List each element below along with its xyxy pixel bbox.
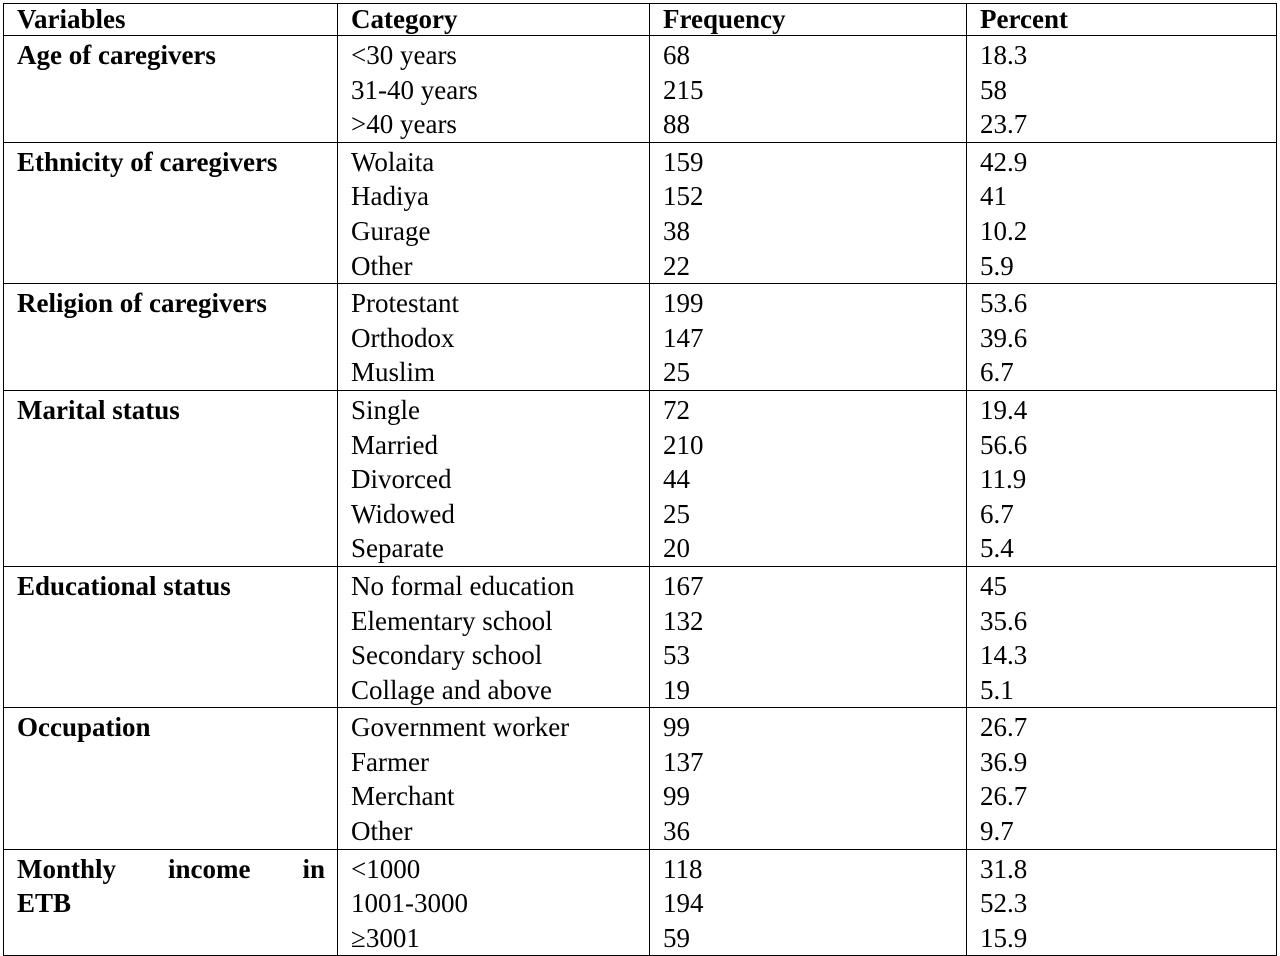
variable-word: in [302, 853, 325, 884]
percent-value: 58 [980, 74, 1007, 105]
frequency-value: 72 [663, 394, 690, 425]
header-variables: Variables [4, 4, 338, 36]
category-value: ≥3001 [351, 922, 420, 953]
frequency-value: 99 [663, 712, 690, 743]
percent-value: 5.9 [980, 250, 1014, 281]
frequency-cell [650, 390, 967, 566]
percent-value: 10.2 [980, 215, 1028, 246]
category-cell [338, 849, 650, 956]
group-occupation [4, 708, 1277, 849]
variable-cell [4, 390, 338, 566]
frequency-value: 25 [663, 498, 690, 529]
header-frequency: Frequency [650, 4, 967, 36]
frequency-cell [650, 284, 967, 391]
category-value: >40 years [351, 109, 457, 140]
group-religion [4, 284, 1277, 391]
category-value: Divorced [351, 464, 452, 495]
variable-label-line-1 [17, 852, 337, 887]
category-cell [338, 708, 650, 849]
frequency-value: 167 [663, 570, 704, 601]
frequency-value: 147 [663, 322, 704, 353]
frequency-value: 137 [663, 746, 704, 777]
percent-value: 15.9 [980, 922, 1028, 953]
percent-value: 36.9 [980, 746, 1028, 777]
percent-value: 45 [980, 570, 1007, 601]
category-value: Other [351, 816, 413, 847]
variable-label: Marital status [17, 394, 180, 425]
table-row [4, 390, 1277, 566]
percent-value: 5.4 [980, 533, 1014, 564]
frequency-value: 36 [663, 816, 690, 847]
category-value: Gurage [351, 215, 431, 246]
category-cell [338, 284, 650, 391]
category-value: No formal education [351, 570, 575, 601]
category-cell [338, 142, 650, 283]
header-category: Category [338, 4, 650, 36]
variable-cell [4, 284, 338, 391]
group-age [4, 36, 1277, 143]
frequency-value: 19 [663, 674, 690, 705]
variable-label: Occupation [17, 712, 151, 743]
variable-cell [4, 142, 338, 283]
percent-value: 42.9 [980, 146, 1028, 177]
frequency-value: 38 [663, 215, 690, 246]
frequency-value: 88 [663, 109, 690, 140]
frequency-value: 215 [663, 74, 704, 105]
percent-cell [967, 284, 1277, 391]
percent-value: 18.3 [980, 40, 1028, 70]
variable-label-line-2: ETB [17, 888, 72, 919]
frequency-value: 25 [663, 357, 690, 388]
table-row [4, 708, 1277, 849]
table-row [4, 566, 1277, 707]
category-value: Merchant [351, 781, 455, 812]
category-value: Government worker [351, 712, 570, 743]
table-row [4, 142, 1277, 283]
frequency-cell [650, 566, 967, 707]
frequency-value: 118 [663, 853, 703, 884]
category-cell [338, 390, 650, 566]
frequency-value: 22 [663, 250, 690, 281]
percent-value: 14.3 [980, 640, 1028, 671]
category-value: Hadiya [351, 181, 429, 212]
variable-label: Religion of caregivers [17, 288, 267, 319]
percent-value: 19.4 [980, 394, 1028, 425]
variable-cell [4, 36, 338, 143]
frequency-value: 99 [663, 781, 690, 812]
frequency-value: 53 [663, 640, 690, 671]
variable-word: income [168, 853, 251, 884]
frequency-value: 194 [663, 888, 704, 919]
percent-value: 9.7 [980, 816, 1014, 847]
category-value: Wolaita [351, 146, 435, 177]
category-value: Protestant [351, 288, 459, 319]
variable-label: Ethnicity of caregivers [17, 146, 278, 177]
frequency-value: 20 [663, 533, 690, 564]
variable-label: Age of caregivers [17, 40, 216, 70]
table-row [4, 849, 1277, 956]
frequency-value: 159 [663, 146, 704, 177]
frequency-value: 210 [663, 429, 704, 460]
frequency-cell [650, 849, 967, 956]
header-percent: Percent [967, 4, 1277, 36]
category-value: Farmer [351, 746, 429, 777]
frequency-value: 68 [663, 40, 690, 70]
group-monthly-income [4, 849, 1277, 956]
category-value: Single [351, 394, 421, 425]
variable-cell [4, 566, 338, 707]
percent-value: 23.7 [980, 109, 1028, 140]
category-value: Separate [351, 533, 444, 564]
category-value: 31-40 years [351, 74, 478, 105]
percent-value: 53.6 [980, 288, 1028, 319]
percent-value: 26.7 [980, 712, 1028, 743]
frequency-value: 152 [663, 181, 704, 212]
category-value: Widowed [351, 498, 455, 529]
frequency-value: 199 [663, 288, 704, 319]
category-value: <30 years [351, 40, 457, 70]
category-value: Muslim [351, 357, 436, 388]
frequency-cell [650, 36, 967, 143]
percent-value: 41 [980, 181, 1007, 212]
percent-value: 26.7 [980, 781, 1028, 812]
category-value: Other [351, 250, 413, 281]
category-value: Collage and above [351, 674, 552, 705]
percent-cell [967, 566, 1277, 707]
frequency-cell [650, 708, 967, 849]
percent-value: 35.6 [980, 605, 1028, 636]
percent-cell [967, 390, 1277, 566]
category-value: Secondary school [351, 640, 543, 671]
group-marital-status [4, 390, 1277, 566]
percent-cell [967, 708, 1277, 849]
frequency-value: 59 [663, 922, 690, 953]
category-value: <1000 [351, 853, 421, 884]
frequency-cell [650, 142, 967, 283]
category-cell [338, 566, 650, 707]
percent-value: 31.8 [980, 853, 1028, 884]
percent-value: 6.7 [980, 357, 1014, 388]
variable-word: Monthly [17, 853, 117, 884]
percent-value: 6.7 [980, 498, 1014, 529]
table-row [4, 284, 1277, 391]
category-value: Orthodox [351, 322, 455, 353]
header-row [4, 4, 1277, 36]
percent-cell [967, 142, 1277, 283]
percent-value: 39.6 [980, 322, 1028, 353]
category-cell [338, 36, 650, 143]
frequency-value: 44 [663, 464, 690, 495]
demographics-table [3, 3, 1277, 956]
percent-value: 11.9 [980, 464, 1027, 495]
category-value: Married [351, 429, 438, 460]
variable-cell [4, 849, 338, 956]
percent-cell [967, 36, 1277, 143]
category-value: Elementary school [351, 605, 553, 636]
group-educational-status [4, 566, 1277, 707]
percent-value: 52.3 [980, 888, 1028, 919]
percent-value: 5.1 [980, 674, 1014, 705]
table-row [4, 36, 1277, 143]
variable-cell [4, 708, 338, 849]
percent-value: 56.6 [980, 429, 1028, 460]
category-value: 1001-3000 [351, 888, 468, 919]
percent-cell [967, 849, 1277, 956]
variable-label: Educational status [17, 570, 231, 601]
frequency-value: 132 [663, 605, 704, 636]
group-ethnicity [4, 142, 1277, 283]
